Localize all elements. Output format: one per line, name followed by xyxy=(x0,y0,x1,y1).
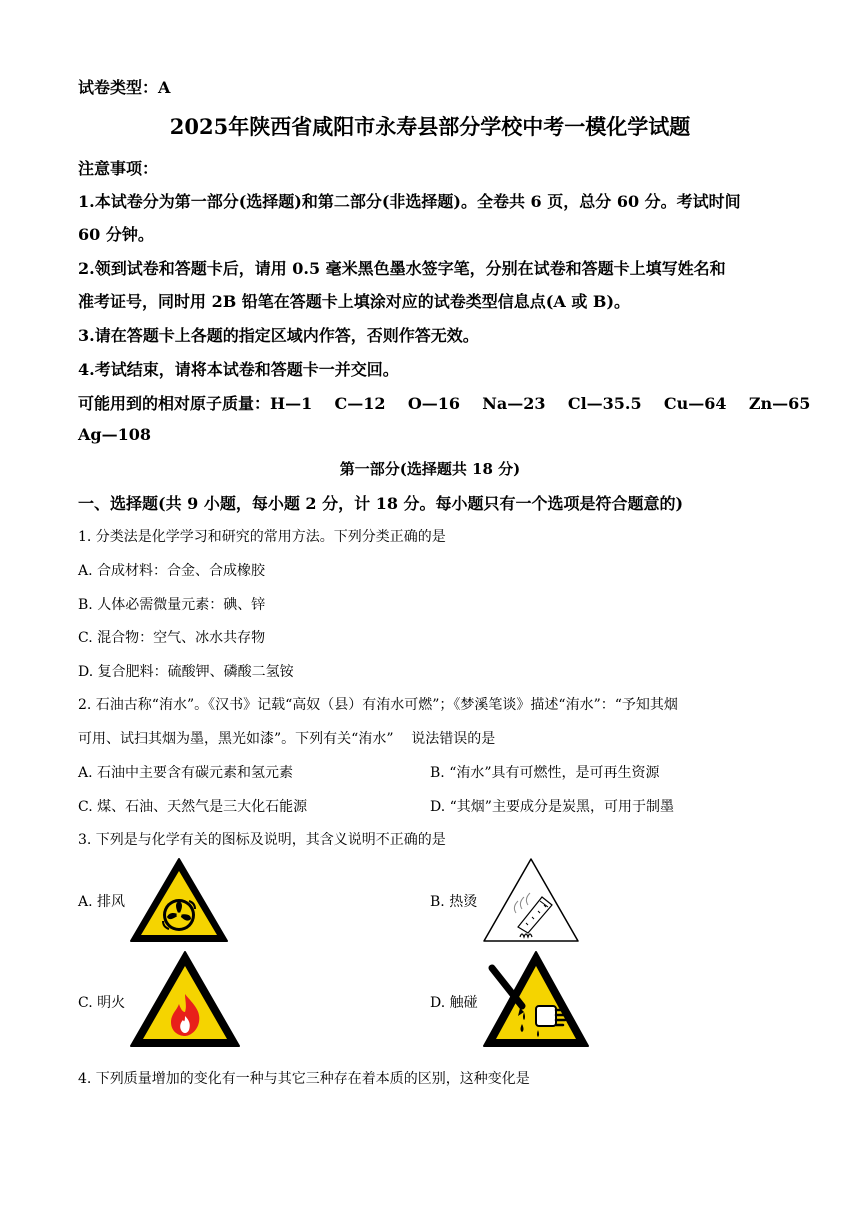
q2-option-a: A. 石油中主要含有碳元素和氢元素 xyxy=(78,765,294,781)
q4-stem: 4. 下列质量增加的变化有一种与其它三种存在着本质的区别，这种变化是 xyxy=(78,1071,530,1087)
atomic-masses-line-1: 可能用到的相对原子质量：H—1 C—12 O—16 Na—23 Cl—35.5 Cu—64 Zn—65 xyxy=(78,394,811,413)
q1-stem: 1. 分类法是化学学习和研究的常用方法。下列分类正确的是 xyxy=(78,529,446,545)
q1-option-c: C. 混合物：空气、冰水共存物 xyxy=(78,630,266,646)
q3-option-c-label: C. 明火 xyxy=(78,995,126,1011)
notice-item-4: 4.考试结束，请将本试卷和答题卡一并交回。 xyxy=(78,360,399,379)
section-heading: 一、选择题(共 9 小题，每小题 2 分，计 18 分。每小题只有一个选项是符合题意的) xyxy=(78,494,684,513)
q1-option-b: B. 人体必需微量元素：碘、锌 xyxy=(78,597,266,613)
q3-option-d-label: D. 触碰 xyxy=(430,995,478,1011)
page-title: 2025年陕西省咸阳市永寿县部分学校中考一模化学试题 xyxy=(169,114,691,139)
open-flame-warning-sign-icon xyxy=(129,950,241,1048)
atomic-masses-line-2: Ag—108 xyxy=(78,425,151,444)
q2-option-c: C. 煤、石油、天然气是三大化石能源 xyxy=(78,799,308,815)
paper-type: 试卷类型：A xyxy=(78,78,171,97)
corrosive-warning-sign-icon xyxy=(482,950,590,1048)
q2-option-b: B. “洧水”具有可燃性，是可再生资源 xyxy=(430,765,660,781)
hot-surface-sign-icon xyxy=(482,857,580,943)
notice-item-1-line-2: 60 分钟。 xyxy=(78,225,154,244)
q1-option-d: D. 复合肥料：硫酸钾、磷酸二氢铵 xyxy=(78,664,294,680)
q3-stem: 3. 下列是与化学有关的图标及说明，其含义说明不正确的是 xyxy=(78,832,446,848)
notice-item-3: 3.请在答题卡上各题的指定区域内作答，否则作答无效。 xyxy=(78,326,479,345)
q2-stem-line-1: 2. 石油古称“洧水”。《汉书》记载“高奴（县）有洧水可燃”；《梦溪笔谈》描述“洧水”：“予知其烟 xyxy=(78,697,678,713)
part1-heading: 第一部分(选择题共 18 分) xyxy=(339,460,521,478)
q2-option-d: D. “其烟”主要成分是炭黑，可用于制墨 xyxy=(430,799,674,815)
q2-stem-line-2: 可用、试扫其烟为墨，黑光如漆”。下列有关“洧水” 说法错误的是 xyxy=(78,731,496,747)
q3-option-a-label: A. 排风 xyxy=(78,894,126,910)
notice-heading: 注意事项： xyxy=(78,159,159,178)
q3-option-b-label: B. 热烫 xyxy=(430,894,478,910)
notice-item-1-line-1: 1.本试卷分为第一部分(选择题)和第二部分(非选择题)。全卷共 6 页，总分 60 分。考试时间 xyxy=(78,192,741,211)
notice-item-2-line-2: 准考证号，同时用 2B 铅笔在答题卡上填涂对应的试卷类型信息点(A 或 B)。 xyxy=(78,292,631,311)
q1-option-a: A. 合成材料：合金、合成橡胶 xyxy=(78,563,266,579)
fan-warning-sign-icon xyxy=(129,857,229,943)
notice-item-2-line-1: 2.领到试卷和答题卡后，请用 0.5 毫米黑色墨水签字笔，分别在试卷和答题卡上填写姓名和 xyxy=(78,259,726,278)
